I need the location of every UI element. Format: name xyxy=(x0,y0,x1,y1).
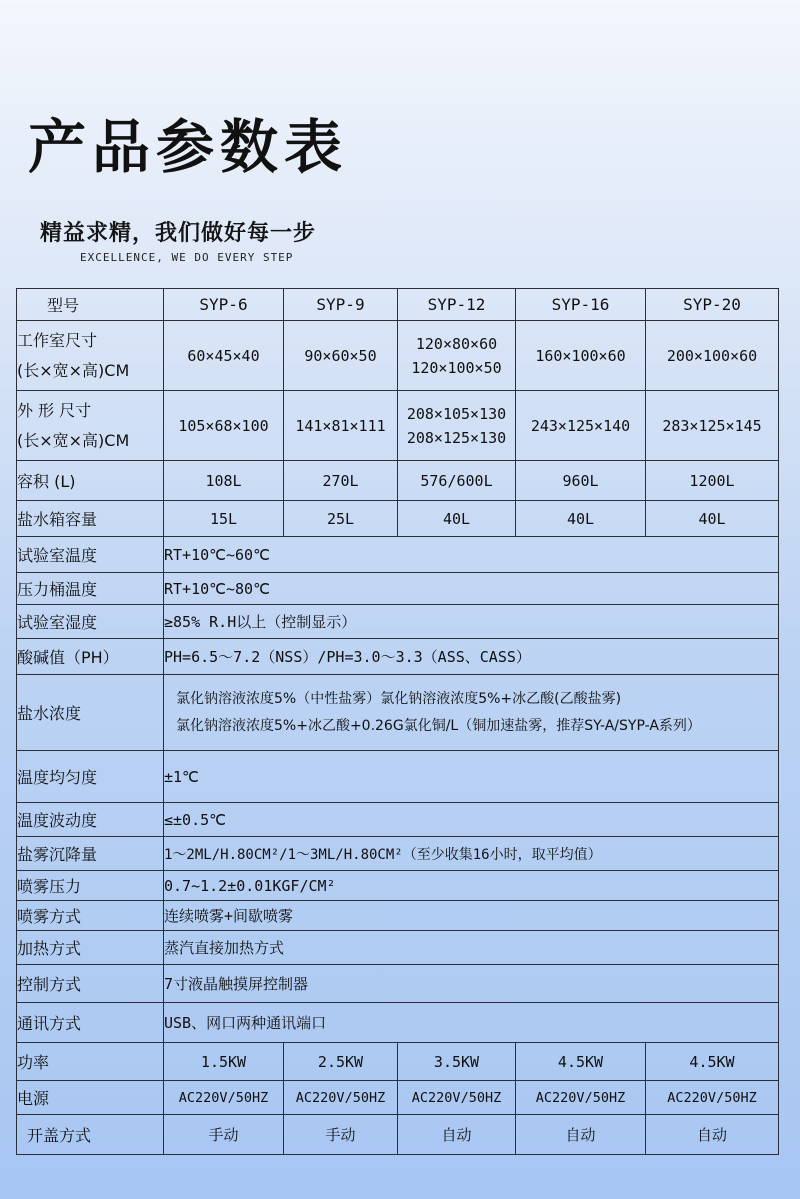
table-row-barrel-temp xyxy=(17,573,779,605)
table-row-volume xyxy=(17,461,779,501)
control-label: 控制方式 xyxy=(17,965,164,1003)
model-cell: SYP-6 xyxy=(164,289,284,321)
volume-cell: 576/600L xyxy=(398,461,516,501)
heating-value: 蒸汽直接加热方式 xyxy=(164,931,779,965)
table-row-model xyxy=(17,289,779,321)
salt-concentration-value: 氯化钠溶液浓度5%（中性盐雾）氯化钠溶液浓度5%+冰乙酸(乙酸盐雾) 氯化钠溶液浓度5%+冰乙酸+0.26G氯化铜/L（铜加速盐雾，推荐SY-A/SYP-A系列） xyxy=(164,675,779,751)
ph-value: PH=6.5～7.2（NSS）/PH=3.0～3.3（ASS、CASS） xyxy=(164,639,779,675)
supply-cell: AC220V/50HZ xyxy=(398,1081,516,1115)
page-title: 产品参数表 xyxy=(28,113,349,181)
table-row-settling xyxy=(17,837,779,871)
heating-label: 加热方式 xyxy=(17,931,164,965)
communication-value: USB、网口两种通讯端口 xyxy=(164,1003,779,1043)
fluctuation-label: 温度波动度 xyxy=(17,803,164,837)
chamber-size-cell: 200×100×60 xyxy=(646,321,779,391)
supply-cell: AC220V/50HZ xyxy=(164,1081,284,1115)
lid-cell: 自动 xyxy=(646,1115,779,1155)
fluctuation-value: ≤±0.5℃ xyxy=(164,803,779,837)
power-label: 功率 xyxy=(17,1043,164,1081)
model-cell: SYP-9 xyxy=(284,289,398,321)
volume-label: 容积 (L) xyxy=(17,461,164,501)
tank-label: 盐水箱容量 xyxy=(17,501,164,537)
tank-cell: 25L xyxy=(284,501,398,537)
humidity-value: ≥85% R.H以上（控制显示） xyxy=(164,605,779,639)
spec-table xyxy=(16,288,779,1155)
table-row-uniformity xyxy=(17,751,779,803)
lid-cell: 自动 xyxy=(398,1115,516,1155)
outer-size-cell: 208×105×130 208×125×130 xyxy=(398,391,516,461)
volume-cell: 108L xyxy=(164,461,284,501)
tank-cell: 15L xyxy=(164,501,284,537)
chamber-size-cell: 160×100×60 xyxy=(516,321,646,391)
chamber-size-cell: 60×45×40 xyxy=(164,321,284,391)
supply-cell: AC220V/50HZ xyxy=(646,1081,779,1115)
outer-size-cell: 141×81×111 xyxy=(284,391,398,461)
table-row-communication xyxy=(17,1003,779,1043)
supply-label: 电源 xyxy=(17,1081,164,1115)
table-row-lid xyxy=(17,1115,779,1155)
lid-cell: 自动 xyxy=(516,1115,646,1155)
model-label: 型号 xyxy=(17,289,164,321)
table-row-salt-concentration xyxy=(17,675,779,751)
chamber-size-cell: 90×60×50 xyxy=(284,321,398,391)
table-row-heating xyxy=(17,931,779,965)
communication-label: 通讯方式 xyxy=(17,1003,164,1043)
table-row-spray-mode xyxy=(17,901,779,931)
slogan-chinese: 精益求精，我们做好每一步 xyxy=(40,221,317,246)
outer-size-cell: 283×125×145 xyxy=(646,391,779,461)
table-row-chamber-temp xyxy=(17,537,779,573)
uniformity-value: ±1℃ xyxy=(164,751,779,803)
table-row-tank xyxy=(17,501,779,537)
power-cell: 4.5KW xyxy=(516,1043,646,1081)
humidity-label: 试验室湿度 xyxy=(17,605,164,639)
chamber-size-label: 工作室尺寸 (长×宽×高)CM xyxy=(17,321,164,391)
lid-label: 开盖方式 xyxy=(17,1115,164,1155)
volume-cell: 270L xyxy=(284,461,398,501)
table-row-supply xyxy=(17,1081,779,1115)
table-row-spray-pressure xyxy=(17,871,779,901)
table-row-outer-size xyxy=(17,391,779,461)
volume-cell: 1200L xyxy=(646,461,779,501)
settling-label: 盐雾沉降量 xyxy=(17,837,164,871)
supply-cell: AC220V/50HZ xyxy=(516,1081,646,1115)
chamber-temp-label: 试验室温度 xyxy=(17,537,164,573)
tank-cell: 40L xyxy=(398,501,516,537)
tank-cell: 40L xyxy=(516,501,646,537)
tank-cell: 40L xyxy=(646,501,779,537)
spray-mode-label: 喷雾方式 xyxy=(17,901,164,931)
outer-size-label: 外 形 尺寸 (长×宽×高)CM xyxy=(17,391,164,461)
lid-cell: 手动 xyxy=(284,1115,398,1155)
model-cell: SYP-20 xyxy=(646,289,779,321)
volume-cell: 960L xyxy=(516,461,646,501)
control-value: 7寸液晶触摸屏控制器 xyxy=(164,965,779,1003)
model-cell: SYP-16 xyxy=(516,289,646,321)
uniformity-label: 温度均匀度 xyxy=(17,751,164,803)
spray-mode-value: 连续喷雾+间歇喷雾 xyxy=(164,901,779,931)
barrel-temp-label: 压力桶温度 xyxy=(17,573,164,605)
lid-cell: 手动 xyxy=(164,1115,284,1155)
table-row-power xyxy=(17,1043,779,1081)
chamber-size-cell: 120×80×60 120×100×50 xyxy=(398,321,516,391)
salt-concentration-label: 盐水浓度 xyxy=(17,675,164,751)
slogan-english: EXCELLENCE, WE DO EVERY STEP xyxy=(80,251,294,264)
chamber-temp-value: RT+10℃~60℃ xyxy=(164,537,779,573)
outer-size-cell: 243×125×140 xyxy=(516,391,646,461)
barrel-temp-value: RT+10℃~80℃ xyxy=(164,573,779,605)
supply-cell: AC220V/50HZ xyxy=(284,1081,398,1115)
power-cell: 4.5KW xyxy=(646,1043,779,1081)
settling-value: 1～2ML/H.80CM²/1～3ML/H.80CM²（至少收集16小时，取平均值） xyxy=(164,837,779,871)
model-cell: SYP-12 xyxy=(398,289,516,321)
table-row-control xyxy=(17,965,779,1003)
table-row-ph xyxy=(17,639,779,675)
power-cell: 1.5KW xyxy=(164,1043,284,1081)
outer-size-cell: 105×68×100 xyxy=(164,391,284,461)
power-cell: 3.5KW xyxy=(398,1043,516,1081)
table-row-fluctuation xyxy=(17,803,779,837)
spray-pressure-value: 0.7~1.2±0.01KGF/CM² xyxy=(164,871,779,901)
table-row-humidity xyxy=(17,605,779,639)
power-cell: 2.5KW xyxy=(284,1043,398,1081)
spray-pressure-label: 喷雾压力 xyxy=(17,871,164,901)
ph-label: 酸碱值（PH） xyxy=(17,639,164,675)
table-row-chamber-size xyxy=(17,321,779,391)
